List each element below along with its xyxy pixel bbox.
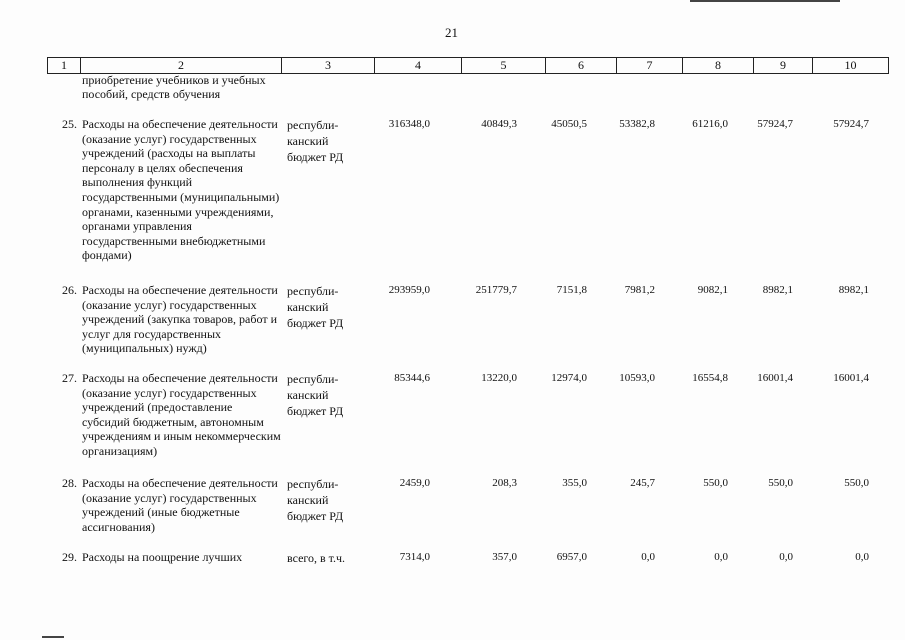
top-rule <box>690 0 840 2</box>
value-col-8: 9082,1 <box>697 284 728 296</box>
table-header <box>47 57 889 74</box>
value-col-5: 208,3 <box>492 477 517 489</box>
row-description: Расходы на обеспечение деятельности (оказание услуг) государственных учреждений (предоставление субсидий бюджетным, автономным учреждениям и иным некоммерческим организациям) <box>82 371 281 458</box>
value-col-8: 16554,8 <box>692 372 728 384</box>
value-col-7: 0,0 <box>641 551 655 563</box>
value-col-6: 6957,0 <box>556 551 587 563</box>
value-col-9: 550,0 <box>768 477 793 489</box>
row-description: Расходы на поощрение лучших <box>82 550 243 564</box>
value-col-5: 13220,0 <box>481 372 517 384</box>
value-col-10: 16001,4 <box>833 372 869 384</box>
value-col-7: 53382,8 <box>619 118 655 130</box>
value-col-5: 40849,3 <box>481 118 517 130</box>
value-col-8: 0,0 <box>714 551 728 563</box>
value-col-8: 550,0 <box>703 477 728 489</box>
value-col-9: 0,0 <box>779 551 793 563</box>
header-col-10: 10 <box>844 58 857 72</box>
row-source: всего, в т.ч. <box>287 551 346 565</box>
page-number: 21 <box>445 25 458 40</box>
header-col-9: 9 <box>754 58 813 73</box>
row-number: 26. <box>62 283 77 297</box>
row-source: республи-канский бюджет РД <box>287 477 344 523</box>
value-col-9: 16001,4 <box>757 372 793 384</box>
header-col-2: 2 <box>81 58 282 73</box>
row-source: республи-канский бюджет РД <box>287 284 344 330</box>
row-description: Расходы на обеспечение деятельности (оказание услуг) государственных учреждений (иные бюджетные ассигнования) <box>82 476 278 534</box>
header-col-8: 8 <box>683 58 754 73</box>
value-col-10: 550,0 <box>844 477 869 489</box>
corner-mark <box>42 636 64 638</box>
value-col-4: 2459,0 <box>399 477 430 489</box>
value-col-10: 0,0 <box>855 551 869 563</box>
value-col-5: 357,0 <box>492 551 517 563</box>
value-col-4: 293959,0 <box>388 284 430 296</box>
header-col-1: 1 <box>48 58 81 73</box>
row-source: республи-канский бюджет РД <box>287 118 344 164</box>
value-col-4: 316348,0 <box>388 118 430 130</box>
value-col-10: 8982,1 <box>838 284 869 296</box>
continued-text: приобретение учебников и учебных пособий, средств обучения <box>82 73 266 101</box>
row-description: Расходы на обеспечение деятельности (оказание услуг) государственных учреждений (закупка товаров, работ и услуг для государственных (муниципальных) нужд) <box>82 283 278 356</box>
row-source: республи-канский бюджет РД <box>287 372 344 418</box>
value-col-7: 10593,0 <box>619 372 655 384</box>
header-col-5: 5 <box>462 58 546 73</box>
value-col-6: 355,0 <box>562 477 587 489</box>
value-col-6: 12974,0 <box>551 372 587 384</box>
value-col-7: 7981,2 <box>624 284 655 296</box>
value-col-7: 245,7 <box>630 477 655 489</box>
value-col-10: 57924,7 <box>833 118 869 130</box>
value-col-6: 7151,8 <box>556 284 587 296</box>
row-number: 27. <box>62 371 77 385</box>
value-col-4: 7314,0 <box>399 551 430 563</box>
header-col-7: 7 <box>617 58 683 73</box>
row-number: 28. <box>62 476 77 490</box>
value-col-9: 57924,7 <box>757 118 793 130</box>
header-col-6: 6 <box>546 58 617 73</box>
value-col-8: 61216,0 <box>692 118 728 130</box>
header-col-4: 4 <box>375 58 462 73</box>
row-number: 25. <box>62 117 77 131</box>
row-number: 29. <box>62 550 77 564</box>
value-col-6: 45050,5 <box>551 118 587 130</box>
row-description: Расходы на обеспечение деятельности (оказание услуг) государственных учреждений (расходы на выплаты персоналу в целях обеспечения выполнения функций государственными (муниципальными) органами, казенными учреждениями, органами управления государственными внебюджетными фондами) <box>82 117 280 263</box>
value-col-9: 8982,1 <box>762 284 793 296</box>
header-col-3: 3 <box>282 58 375 73</box>
value-col-5: 251779,7 <box>475 284 517 296</box>
value-col-4: 85344,6 <box>394 372 430 384</box>
